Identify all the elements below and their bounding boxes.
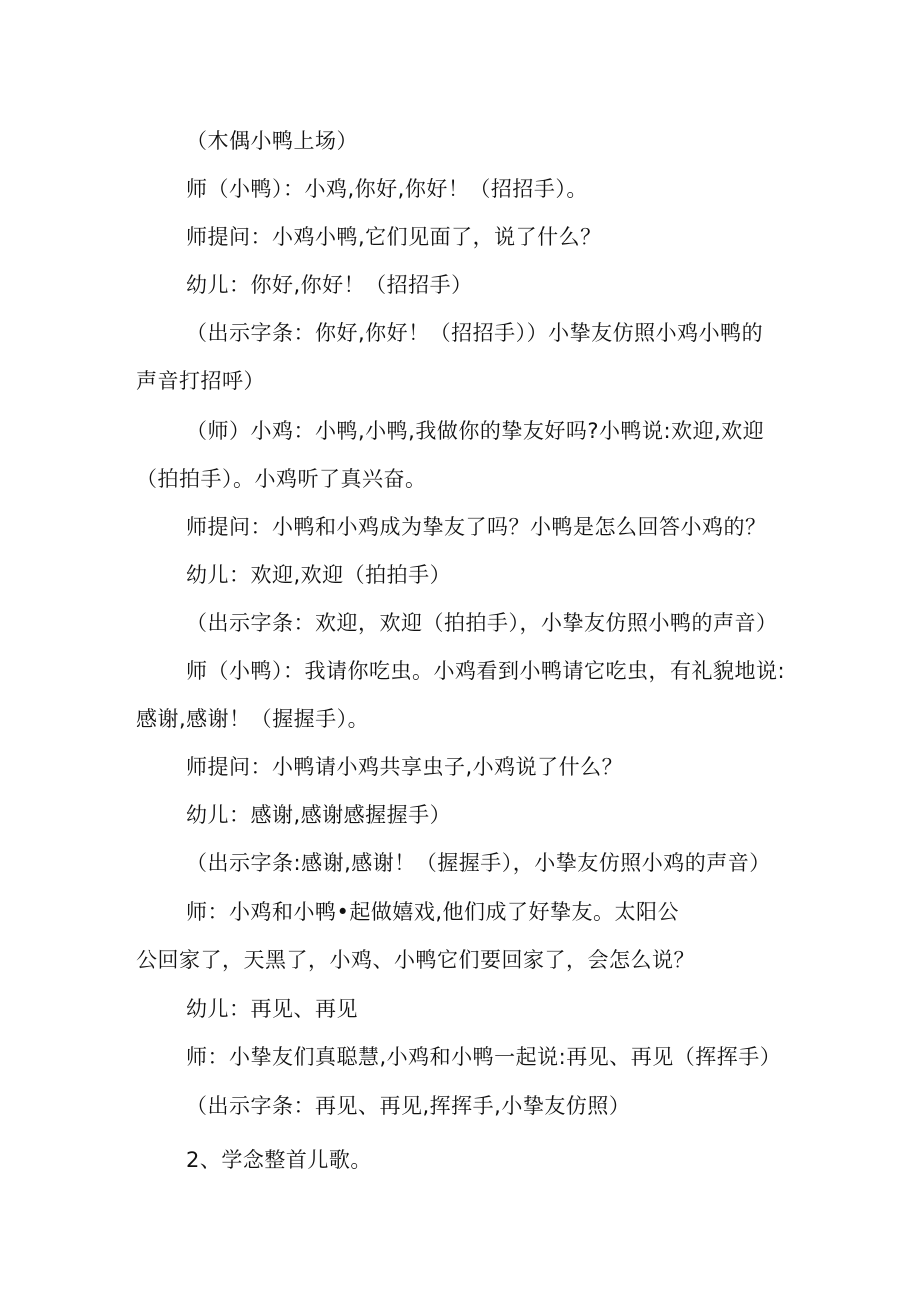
paragraph-line: 师（小鸭）：小鸡,你好,你好！（招招手）。 (186, 177, 588, 201)
paragraph-line: （出示字条：你好,你好！（招招手））小挚友仿照小鸡小鸭的 (186, 321, 764, 345)
paragraph-line: 师：小挚友们真聪慧,小鸡和小鸭一起说:再见、再见（挥挥手） (186, 1045, 782, 1069)
section-heading: 2、学念整首儿歌。 (186, 1148, 372, 1172)
paragraph-line: （出示字条:感谢,感谢！（握握手），小挚友仿照小鸡的声音） (186, 851, 771, 875)
paragraph-line: （出示字条：欢迎，欢迎（拍拍手），小挚友仿照小鸭的声音） (186, 611, 778, 635)
paragraph-line: （拍拍手）。小鸡听了真兴奋。 (136, 467, 427, 491)
paragraph-line: 幼儿：欢迎,欢迎（拍拍手） (186, 563, 452, 587)
paragraph-line: 师提问：小鸡小鸭,它们见面了，说了什么？ (186, 225, 602, 249)
paragraph-line: （师）小鸡：小鸭,小鸭,我做你的挚友好吗?小鸭说:欢迎,欢迎 (186, 419, 765, 443)
paragraph-line: （木偶小鸭上场） (186, 129, 358, 153)
paragraph-line: 幼儿：你好,你好！（招招手） (186, 273, 473, 297)
paragraph-line: 声音打招呼） (136, 369, 265, 393)
paragraph-line: 幼儿：再见、再见 (186, 997, 358, 1021)
paragraph-line: 师：小鸡和小鸭•起做嬉戏,他们成了好挚友。太阳公 (186, 900, 680, 924)
paragraph-line: 公回家了，天黑了，小鸡、小鸭它们要回家了，会怎么说？ (136, 948, 695, 972)
paragraph-line: 感谢,感谢！（握握手）。 (136, 707, 370, 731)
paragraph-line: 幼儿：感谢,感谢感握握手） (186, 803, 452, 827)
paragraph-line: 师提问：小鸭和小鸡成为挚友了吗？小鸭是怎么回答小鸡的？ (186, 515, 767, 539)
paragraph-line: （出示字条：再见、再见,挥挥手,小挚友仿照） (186, 1094, 631, 1118)
paragraph-line: 师提问：小鸭请小鸡共享虫子,小鸡说了什么？ (186, 755, 624, 779)
paragraph-line: 师（小鸭）：我请你吃虫。小鸡看到小鸭请它吃虫，有礼貌地说: (186, 659, 786, 683)
